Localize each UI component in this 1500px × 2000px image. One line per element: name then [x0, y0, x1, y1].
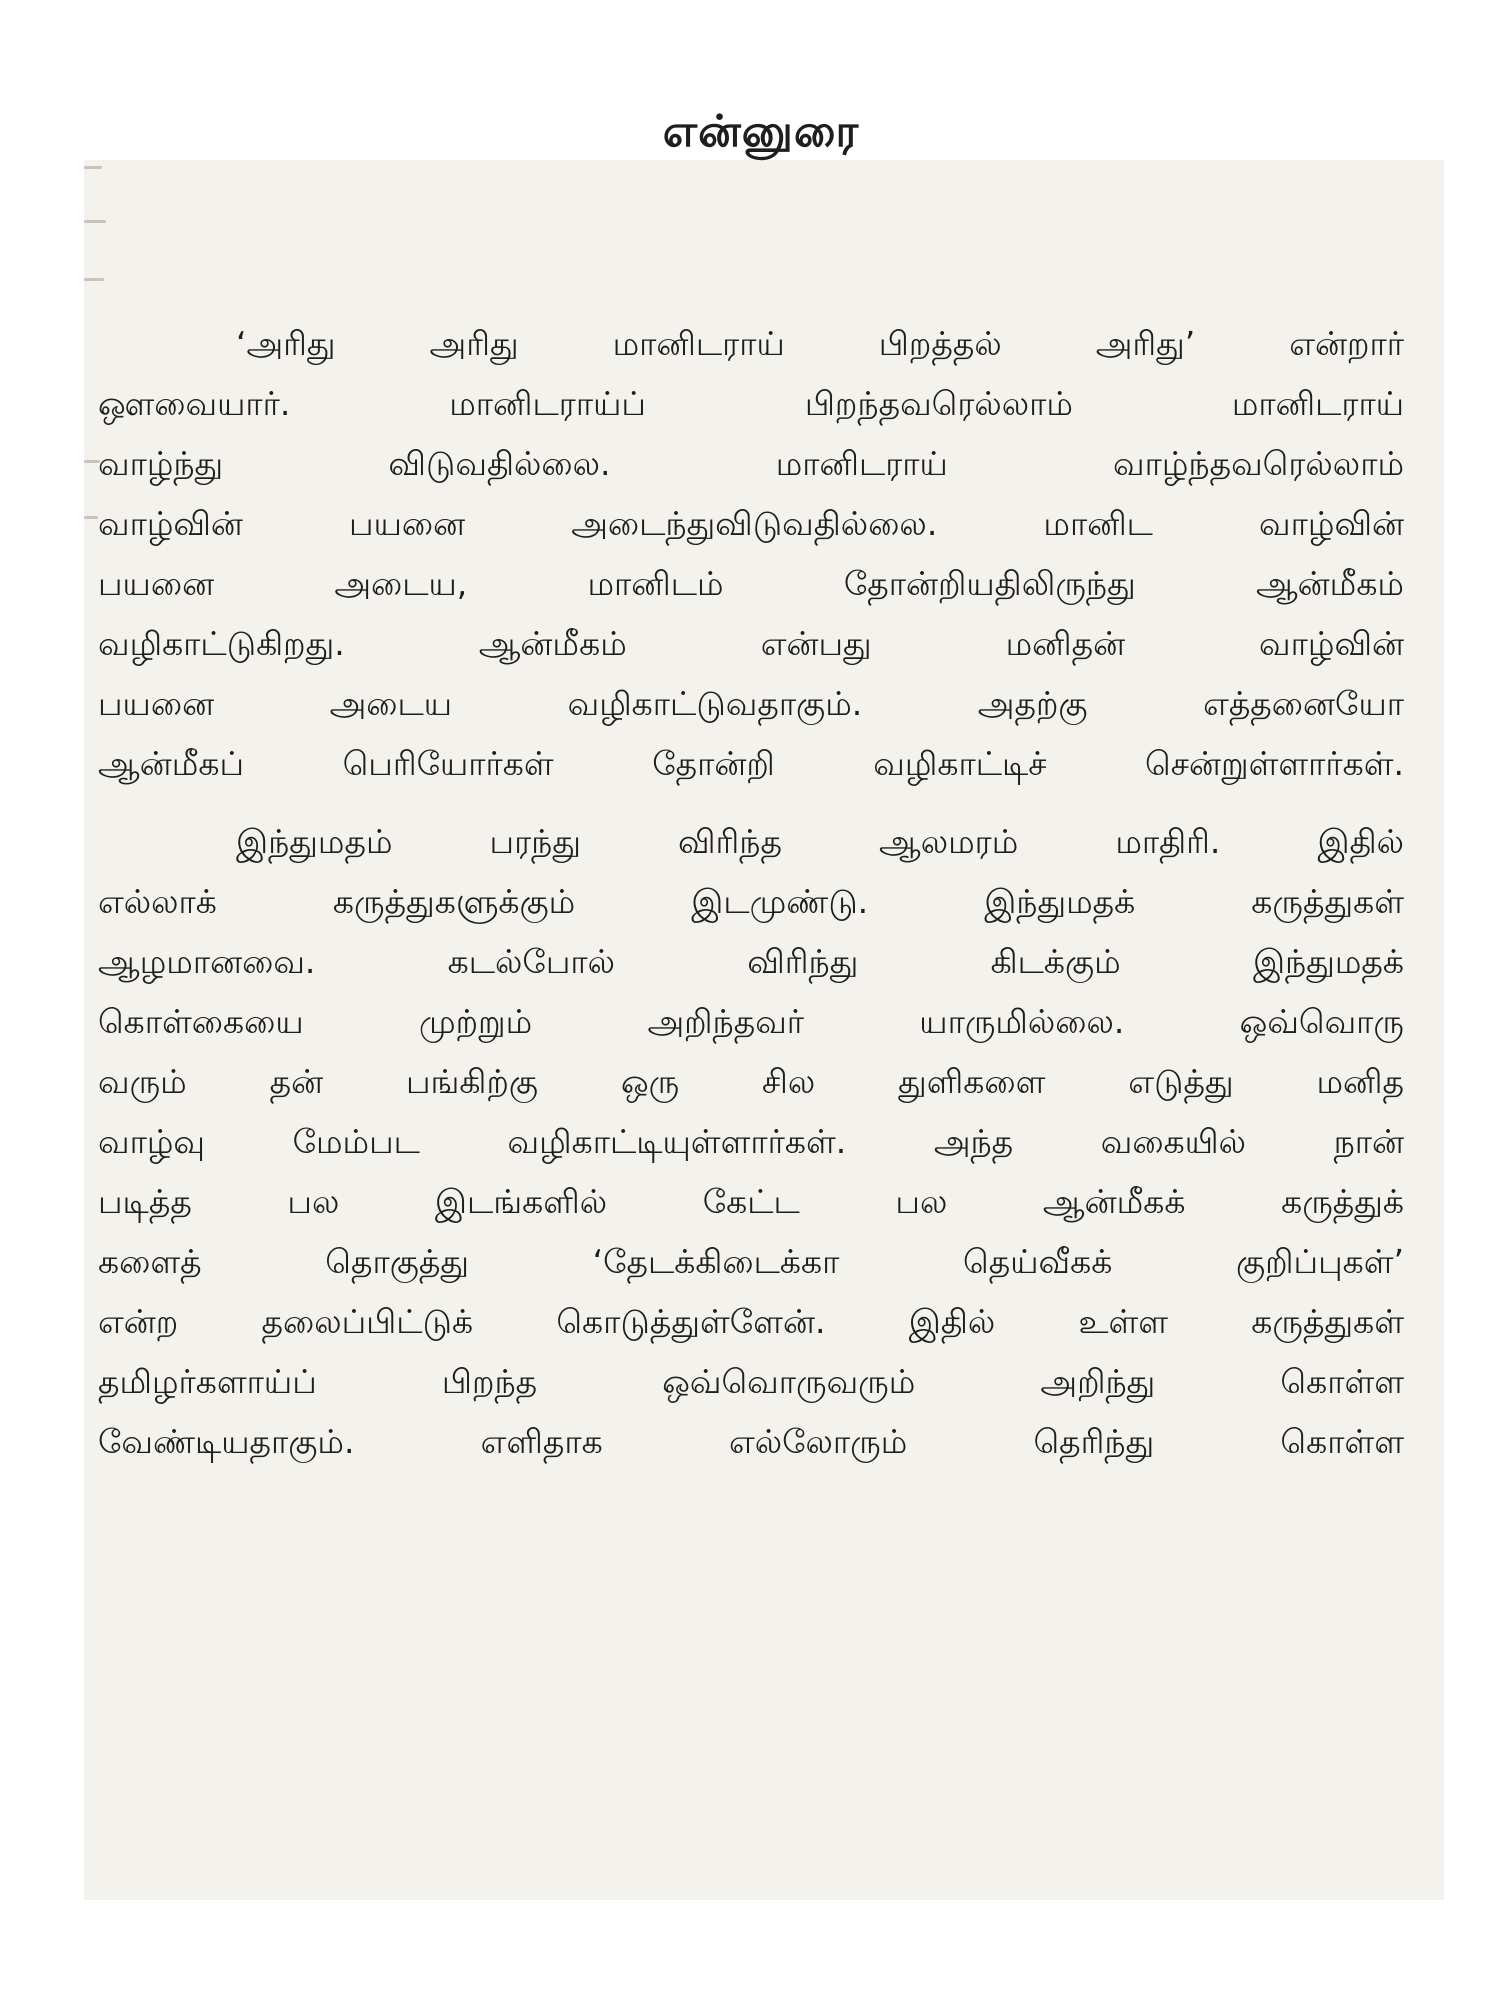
text-line: வாழ்வு மேம்பட வழிகாட்டியுள்ளார்கள். அந்த வகையில் நான்: [98, 1122, 1404, 1161]
text-line: பயனை அடைய வழிகாட்டுவதாகும். அதற்கு எத்தனையோ: [98, 684, 1404, 723]
page-title: என்னுரை: [662, 106, 860, 157]
text-line: வழிகாட்டுகிறது. ஆன்மீகம் என்பது மனிதன் வாழ்வின்: [98, 624, 1404, 663]
text-line: ஆழமானவை. கடல்போல் விரிந்து கிடக்கும் இந்துமதக்: [98, 942, 1404, 981]
text-line: எல்லாக் கருத்துகளுக்கும் இடமுண்டு. இந்துமதக் கருத்துகள்: [98, 882, 1404, 921]
text-line: களைத் தொகுத்து ‘தேடக்கிடைக்கா தெய்வீகக் குறிப்புகள்’: [98, 1242, 1404, 1281]
text-line: வாழ்ந்து விடுவதில்லை. மானிடராய் வாழ்ந்தவரெல்லாம்: [98, 444, 1404, 483]
bleed-mark: [84, 516, 98, 519]
text-line: ஔவையார். மானிடராய்ப் பிறந்தவரெல்லாம் மானிடராய்: [98, 384, 1404, 423]
text-line: வரும் தன் பங்கிற்கு ஒரு சில துளிகளை எடுத்து மனித: [98, 1062, 1404, 1101]
text-line: தமிழர்களாய்ப் பிறந்த ஒவ்வொருவரும் அறிந்து கொள்ள: [98, 1362, 1404, 1401]
text-line: படித்த பல இடங்களில் கேட்ட பல ஆன்மீகக் கருத்துக்: [98, 1182, 1404, 1221]
text-line: ‘அரிது அரிது மானிடராய் பிறத்தல் அரிது’ என்றார்: [236, 324, 1404, 363]
text-line: என்ற தலைப்பிட்டுக் கொடுத்துள்ளேன். இதில் உள்ள கருத்துகள்: [98, 1302, 1404, 1341]
paragraph-1: [98, 314, 1404, 794]
text-line: வாழ்வின் பயனை அடைந்துவிடுவதில்லை. மானிட வாழ்வின்: [98, 504, 1404, 543]
text-line: பயனை அடைய, மானிடம் தோன்றியதிலிருந்து ஆன்மீகம்: [98, 564, 1404, 603]
document-content: [98, 92, 1404, 1472]
text-line: இந்துமதம் பரந்து விரிந்த ஆலமரம் மாதிரி. இதில்: [236, 822, 1404, 861]
text-line: கொள்கையை முற்றும் அறிந்தவர் யாருமில்லை. ஒவ்வொரு: [98, 1002, 1404, 1041]
text-line: வேண்டியதாகும். எளிதாக எல்லோரும் தெரிந்து கொள்ள: [98, 1422, 1404, 1461]
text-line: ஆன்மீகப் பெரியோர்கள் தோன்றி வழிகாட்டிச் சென்றுள்ளார்கள்.: [98, 744, 1404, 783]
paragraph-2: [98, 812, 1404, 1472]
